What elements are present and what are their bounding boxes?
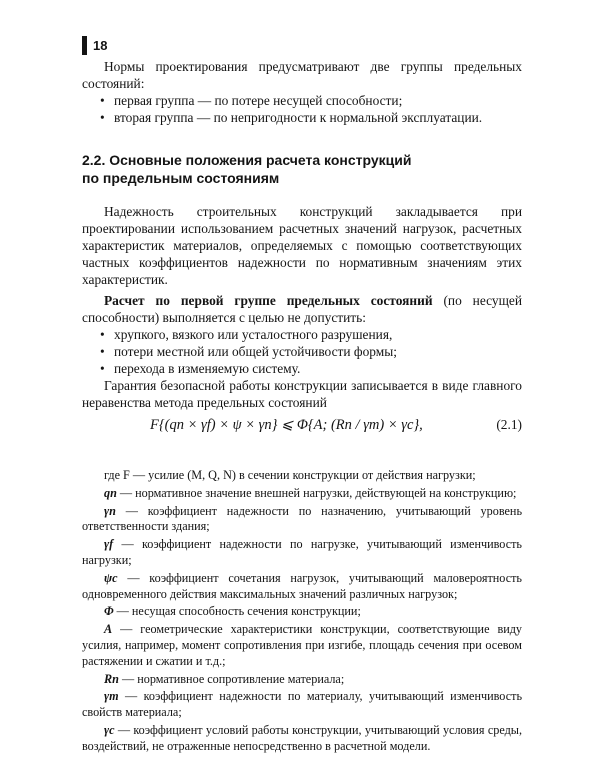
definition-text: — несущая способность сечения конструкции; <box>116 604 361 619</box>
definition-item <box>82 486 522 502</box>
definition-item <box>82 537 522 569</box>
definition-text: — коэффициент надежности по назначению, учитывающий уровень ответственности здания; <box>82 503 522 534</box>
paragraph-first-group <box>82 292 522 326</box>
definition-symbol: Rn <box>104 671 119 686</box>
definitions-list <box>82 468 522 757</box>
definition-text: — геометрические характеристики конструкции, соответствующие виду усилия, например, момент сопротивления при изгибе, площадь сечения при осевом растяжении и сжатии и т.д.; <box>82 622 523 668</box>
definition-text: — нормативное значение внешней нагрузки, действующей на конструкцию; <box>119 485 517 500</box>
list-item: • перехода в изменяемую систему. <box>100 360 522 377</box>
definition-symbol: γc <box>104 722 115 737</box>
intro-bullet-list <box>82 92 522 126</box>
paragraph-guarantee: Гарантия безопасной работы конструкции записывается в виде главного неравенства метода предельных состояний <box>82 378 522 410</box>
definition-item <box>82 468 522 484</box>
definition-item <box>82 622 522 669</box>
formula-2-1 <box>150 417 522 434</box>
page-marker-bar <box>82 36 87 55</box>
definition-text: — коэффициент сочетания нагрузок, учитывающий маловероятность одновременного действия максимальных значений различных нагрузок; <box>82 570 522 601</box>
section-heading-line-1: 2.2. Основные положения расчета конструкций <box>82 152 412 168</box>
definition-symbol: Φ <box>104 604 114 619</box>
formula-number: (2.1) <box>496 417 522 432</box>
intro-block <box>82 58 522 126</box>
list-item: • первая группа — по потере несущей способности; <box>100 92 522 109</box>
paragraph-first-group-rest: (по несущей способности) выполняется с целью не допустить: <box>82 293 522 325</box>
section-heading <box>82 151 522 187</box>
definition-symbol: γn <box>104 503 116 518</box>
definition-symbol: γf <box>104 537 114 552</box>
definition-text: — коэффициент надежности по нагрузке, учитывающий изменчивость нагрузки; <box>82 537 522 567</box>
definition-item <box>82 571 522 603</box>
section-body <box>82 203 522 411</box>
list-item: • хрупкого, вязкого или усталостного разрушения, <box>100 326 522 343</box>
definition-text: где F — усилие (M, Q, N) в сечении конструкции от действия нагрузки; <box>104 468 476 482</box>
definition-item <box>82 504 522 536</box>
definition-item <box>82 689 522 721</box>
page-number <box>82 36 107 55</box>
definition-item <box>82 604 522 620</box>
definition-symbol: A <box>104 622 113 637</box>
intro-paragraph: Нормы проектирования предусматривают две группы предельных состояний: <box>82 59 522 91</box>
definition-item <box>82 672 522 688</box>
list-item: • вторая группа — по непригодности к нормальной эксплуатации. <box>100 109 522 126</box>
definition-text: — коэффициент условий работы конструкции, учитывающий условия среды, воздействий, не отраженные непосредственно в расчетной модели. <box>82 722 523 753</box>
paragraph-reliability: Надежность строительных конструкций закладывается при проектировании использованием расчетных значений нагрузок, расчетных характеристик материалов, определяемых с помощью соответствующих частных коэффициентов надежности по нормативным значениям этих характеристик. <box>82 204 522 287</box>
list-item: • потери местной или общей устойчивости формы; <box>100 343 522 360</box>
failure-bullet-list <box>82 326 522 377</box>
definition-symbol: γm <box>104 689 119 704</box>
definition-text: — коэффициент надежности по материалу, учитывающий изменчивость свойств материала; <box>82 689 523 720</box>
section-heading-line-2: по предельным состояниям <box>82 170 280 186</box>
definition-text: — нормативное сопротивление материала; <box>121 671 345 686</box>
formula-expression: F{(qn × γf) × ψ × γn} ⩽ Φ{A; (Rn / γm) × γc}, <box>150 417 423 433</box>
definition-symbol: ψc <box>104 570 118 585</box>
definition-symbol: qn <box>104 485 117 500</box>
page-number-text: 18 <box>93 38 108 53</box>
paragraph-first-group-lead: Расчет по первой группе предельных состояний <box>104 293 433 308</box>
